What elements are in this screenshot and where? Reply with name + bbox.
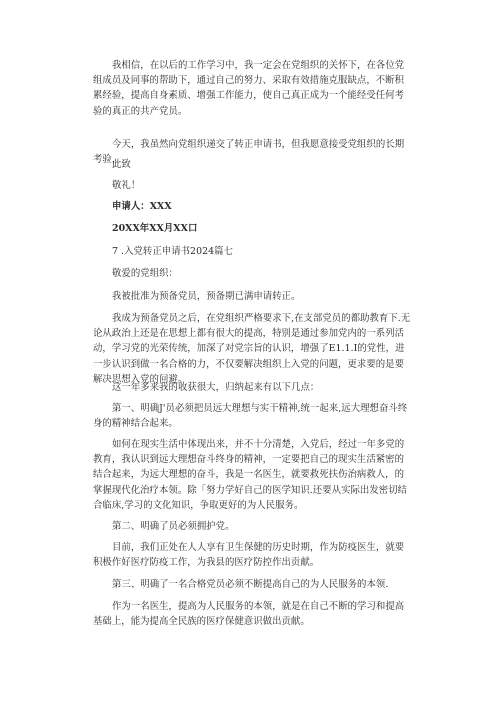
paragraph-point-three-detail: 作为一名医生，提高为人民服务的本领，就是在自己不断的学习和提高基础上，能为提高全民族的医疗保健意识做出贡献。 xyxy=(93,601,405,628)
paragraph-approved: 我被批准为预备党员，预备期已满申请转正。 xyxy=(112,291,301,302)
paragraph-progress: 我成为预备党员之后，在党组织严格要求下,在支部党员的都助教育下.无论从政治上还是在思想上都有很大的提高，特别是通过参加党内的一系列活动，学习党的光荣传统，加深了对党宗旨的认识，增强了E1.1.I的党性，进一步认识到做一名合格的力，不仅要解决组织上入党的问题，更求要的是要解决思想入党的问避。 xyxy=(93,313,411,385)
paragraph-point-two-detail: 目前，我们正处在人人享有卫生保健的历史时期，作为防疫医生，就要积极作好医疗防疫工作，为我县的医疗防控作出贡献。 xyxy=(93,542,405,569)
paragraph-conclusion: 我相信，在以后的工作学习中，我一定会在党组织的关怀下，在各位党组成员及同事的帮助下，通过自己的努力、采取有效措施克服缺点，不断积累经验，提高自身素质、增强工作能力，使自己真正成为一个能经受任何考验的真正的共产党员。 xyxy=(93,60,405,117)
section-heading: 7 .入党转正申请书2024篇七 xyxy=(112,246,233,257)
paragraph-point-three: 第三、明确了一名合格党员必须不断提高自己的为人民服务的本领. xyxy=(112,579,389,590)
greeting: 敬爱的党组织： xyxy=(112,268,178,279)
closing-regards: 敬礼！ xyxy=(112,180,141,191)
closing-salutation: 此致 xyxy=(112,159,131,170)
paragraph-point-one: 第一、明确J'员必须把员远大理想与实干精神,统一起来,远大理想奋斗终身的精神结合起来。 xyxy=(93,403,408,430)
paragraph-summary: 这一年多来我的收获很大，归纳起来有以下几点： xyxy=(112,382,320,393)
applicant-signature: 申请人：XXX xyxy=(112,201,172,212)
paragraph-accept-test: 今天，我虽然向党组织递交了转正申请书，但我愿意接受党组织的长期考验， xyxy=(93,139,405,166)
signature-date: 20XX年XX月XX口 xyxy=(112,223,198,234)
paragraph-point-two: 第二、明确了员必须拥护党。 xyxy=(112,521,235,532)
paragraph-point-one-detail: 如何在现实生活中体现出来，并不十分清楚，入党后，经过一年多党的教育，我认识到远大理想奋斗终身的精神，一定要把自己的现实生活紧密的结合起来，为远大理想的奋斗，我是一名医生，就要救死扶伤治病救人，的掌握现代化治疗本领。除「努力学好自己的医学知识.还要从实际出发密切结合临床,学习的文化知识，争取更好的为人民服务。 xyxy=(93,439,408,511)
